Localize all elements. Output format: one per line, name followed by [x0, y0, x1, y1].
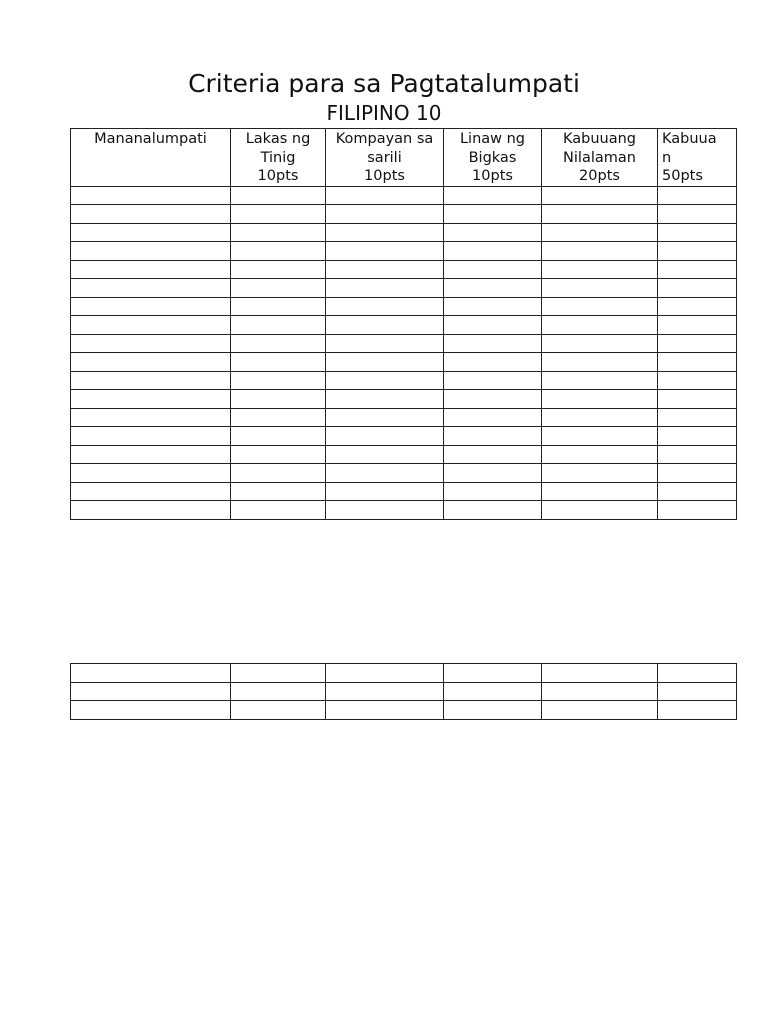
table-cell [658, 353, 737, 372]
table-cell [444, 482, 542, 501]
header-line: Tinig [260, 149, 296, 166]
table-cell [71, 260, 231, 279]
table-cell [542, 482, 658, 501]
table-row [71, 260, 737, 279]
table-cell [444, 701, 542, 720]
table-cell [542, 260, 658, 279]
table-row [71, 205, 737, 224]
header-line: Linaw ng [459, 131, 526, 147]
table-cell [542, 186, 658, 205]
table-cell [658, 482, 737, 501]
document-title: Criteria para sa Pagtatalumpati [188, 69, 580, 98]
table-cell [71, 279, 231, 298]
table-cell [326, 664, 444, 683]
table-cell [542, 371, 658, 390]
table-cell [71, 408, 231, 427]
table-cell [658, 701, 737, 720]
criteria-table-body [71, 186, 737, 519]
criteria-table [70, 128, 737, 520]
table-cell [542, 427, 658, 446]
table-cell [444, 445, 542, 464]
table-cell [444, 242, 542, 261]
table-row [71, 664, 737, 683]
table-cell [542, 316, 658, 335]
table-row [71, 682, 737, 701]
table-cell [326, 297, 444, 316]
table-cell [231, 297, 326, 316]
table-cell [231, 316, 326, 335]
table-cell [71, 501, 231, 520]
table-row [71, 445, 737, 464]
table-cell [326, 316, 444, 335]
table-cell [542, 701, 658, 720]
table-cell [444, 664, 542, 683]
header-line: 10pts [257, 168, 299, 184]
table-cell [231, 186, 326, 205]
table-cell [542, 464, 658, 483]
table-cell [231, 223, 326, 242]
header-line: 10pts [472, 168, 513, 184]
table-cell [444, 223, 542, 242]
table-row [71, 408, 737, 427]
table-cell [542, 445, 658, 464]
table-cell [71, 297, 231, 316]
table-cell [658, 334, 737, 353]
table-cell [231, 390, 326, 409]
table-cell [231, 482, 326, 501]
table-cell [326, 279, 444, 298]
extra-table [70, 663, 737, 720]
header-line: Kabuua [662, 131, 717, 147]
table-cell [542, 353, 658, 372]
table-cell [542, 242, 658, 261]
table-cell [658, 371, 737, 390]
table-cell [231, 464, 326, 483]
table-cell [231, 445, 326, 464]
table-cell [326, 242, 444, 261]
table-cell [71, 445, 231, 464]
table-row [71, 390, 737, 409]
table-cell [71, 242, 231, 261]
extra-table-body [71, 664, 737, 720]
header-line: Kabuuang [562, 131, 636, 147]
table-cell [231, 205, 326, 224]
table-cell [326, 186, 444, 205]
header-line: 10pts [364, 168, 405, 184]
table-cell [326, 390, 444, 409]
table-cell [71, 664, 231, 683]
table-cell [231, 682, 326, 701]
header-mananalumpati [71, 129, 231, 187]
table-cell [542, 205, 658, 224]
table-cell [71, 682, 231, 701]
table-cell [658, 682, 737, 701]
table-cell [231, 701, 326, 720]
table-cell [326, 334, 444, 353]
table-cell [542, 279, 658, 298]
table-cell [231, 371, 326, 390]
table-cell [231, 353, 326, 372]
table-cell [658, 242, 737, 261]
table-cell [658, 316, 737, 335]
header-line: Bigkas [468, 149, 517, 166]
header-line: Nilalaman [563, 149, 636, 166]
table-cell [542, 297, 658, 316]
table-row [71, 482, 737, 501]
table-cell [444, 464, 542, 483]
table-cell [231, 427, 326, 446]
table-cell [444, 390, 542, 409]
header-lakas-ng-tinig [231, 129, 326, 187]
table-cell [658, 390, 737, 409]
header-line: sarili [367, 149, 402, 166]
table-cell [71, 334, 231, 353]
table-cell [658, 279, 737, 298]
table-cell [71, 223, 231, 242]
table-cell [231, 408, 326, 427]
table-cell [231, 279, 326, 298]
table-cell [71, 186, 231, 205]
table-row [71, 334, 737, 353]
table-cell [444, 334, 542, 353]
table-cell [658, 464, 737, 483]
table-cell [231, 242, 326, 261]
table-cell [658, 297, 737, 316]
table-cell [444, 427, 542, 446]
table-row [71, 186, 737, 205]
table-cell [71, 353, 231, 372]
table-row [71, 427, 737, 446]
table-cell [71, 371, 231, 390]
table-cell [444, 297, 542, 316]
header-kabuuan [658, 129, 737, 187]
table-cell [326, 260, 444, 279]
header-line: 50pts [662, 168, 703, 184]
table-row [71, 353, 737, 372]
table-cell [444, 279, 542, 298]
header-kabuuang-nilalaman [542, 129, 658, 187]
table-cell [231, 334, 326, 353]
table-cell [444, 371, 542, 390]
header-line: n [662, 149, 672, 166]
table-cell [71, 464, 231, 483]
table-row [71, 371, 737, 390]
header-line: 20pts [579, 168, 620, 184]
table-cell [658, 501, 737, 520]
table-cell [658, 186, 737, 205]
table-row [71, 501, 737, 520]
table-row [71, 297, 737, 316]
table-cell [71, 390, 231, 409]
table-cell [326, 223, 444, 242]
table-cell [326, 371, 444, 390]
table-cell [658, 427, 737, 446]
table-cell [658, 223, 737, 242]
header-row [71, 129, 737, 187]
table-cell [71, 701, 231, 720]
table-cell [444, 186, 542, 205]
table-cell [444, 682, 542, 701]
table-cell [71, 482, 231, 501]
table-cell [231, 501, 326, 520]
table-cell [444, 316, 542, 335]
table-row [71, 464, 737, 483]
table-cell [542, 501, 658, 520]
table-cell [326, 482, 444, 501]
table-cell [326, 408, 444, 427]
table-cell [444, 353, 542, 372]
table-cell [231, 664, 326, 683]
table-cell [326, 445, 444, 464]
table-cell [71, 427, 231, 446]
table-cell [542, 390, 658, 409]
table-cell [326, 353, 444, 372]
table-row [71, 279, 737, 298]
table-cell [326, 501, 444, 520]
table-cell [326, 205, 444, 224]
header-kompayan-sa-sarili [326, 129, 444, 187]
table-cell [444, 205, 542, 224]
header-line: Kompayan sa [335, 131, 434, 147]
table-cell [326, 427, 444, 446]
table-cell [71, 316, 231, 335]
table-cell [542, 334, 658, 353]
table-cell [542, 664, 658, 683]
header-linaw-ng-bigkas [444, 129, 542, 187]
table-cell [231, 260, 326, 279]
table-row [71, 242, 737, 261]
table-cell [444, 408, 542, 427]
table-cell [326, 701, 444, 720]
table-cell [658, 205, 737, 224]
table-row [71, 316, 737, 335]
table-row [71, 701, 737, 720]
document-subtitle: FILIPINO 10 [326, 101, 442, 125]
table-cell [542, 682, 658, 701]
table-cell [444, 501, 542, 520]
table-cell [542, 223, 658, 242]
table-cell [658, 664, 737, 683]
table-cell [71, 205, 231, 224]
table-cell [658, 260, 737, 279]
table-cell [326, 682, 444, 701]
header-line: Lakas ng [245, 131, 311, 147]
header-line: Mananalumpati [94, 131, 207, 147]
table-cell [542, 408, 658, 427]
table-row [71, 223, 737, 242]
table-cell [326, 464, 444, 483]
table-cell [658, 408, 737, 427]
table-cell [444, 260, 542, 279]
table-cell [658, 445, 737, 464]
